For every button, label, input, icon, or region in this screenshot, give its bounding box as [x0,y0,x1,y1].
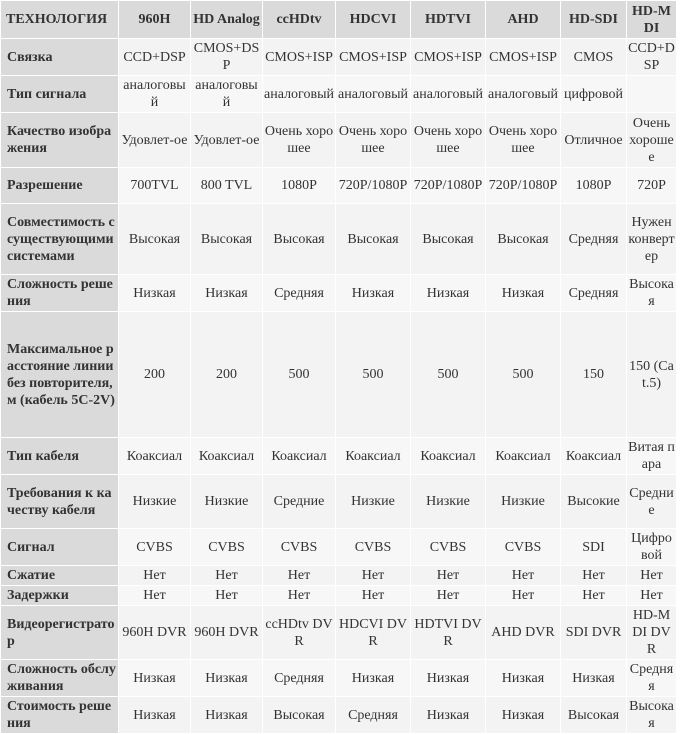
table-cell: 200 [191,312,263,438]
row-header: Видеорегистратор [1,606,119,660]
table-cell: аналоговый [191,76,263,113]
table-cell: Витая пара [627,438,677,475]
table-cell [627,76,677,113]
table-cell: SDI DVR [561,606,627,660]
row-header: Сжатие [1,566,119,586]
table-cell: Низкая [486,660,561,697]
table-cell: 500 [486,312,561,438]
table-cell: CVBS [191,529,263,566]
corner-header: ТЕХНОЛОГИЯ [1,1,119,39]
table-cell: аналоговый [263,76,336,113]
table-cell: Низкая [411,697,486,734]
table-cell: Низкие [486,475,561,529]
table-cell: Высокая [627,697,677,734]
table-cell: Цифровой [627,529,677,566]
table-cell: 1080P [263,168,336,204]
table-cell: аналоговый [336,76,411,113]
table-cell: Высокая [336,204,411,275]
table-cell: Нет [263,566,336,586]
table-cell: Нет [119,586,191,606]
table-cell: Удовлет-ое [191,113,263,168]
table-cell: 720P [627,168,677,204]
table-cell: Высокая [119,204,191,275]
table-cell: Высокая [486,204,561,275]
table-cell: Нет [191,586,263,606]
table-cell: CCD+DSP [627,39,677,76]
table-cell: 500 [263,312,336,438]
table-cell: HDCVI DVR [336,606,411,660]
table-cell: CMOS+DSP [191,39,263,76]
table-row [1,312,677,438]
table-cell: Низкая [336,660,411,697]
row-header: Тип кабеля [1,438,119,475]
table-cell: Нет [486,566,561,586]
table-cell: Коаксиал [561,438,627,475]
row-header: Качество изображения [1,113,119,168]
row-header: Максимальное расстояние линии без повторителя, м (кабель 5C-2V) [1,312,119,438]
table-cell: Нет [191,566,263,586]
column-header: HD Analog [191,1,263,39]
row-header: Требования к качеству кабеля [1,475,119,529]
table-cell: 500 [411,312,486,438]
table-cell: Коаксиал [336,438,411,475]
table-cell: CMOS [561,39,627,76]
table-cell: аналоговый [486,76,561,113]
table-cell: CVBS [486,529,561,566]
table-cell: Коаксиал [486,438,561,475]
table-cell: Отличное [561,113,627,168]
row-header: Сложность решения [1,275,119,312]
table-row [1,475,677,529]
table-cell: Нет [627,566,677,586]
table-cell: Нужен конвертер [627,204,677,275]
table-cell: 150 [561,312,627,438]
table-cell: 720P/1080P [336,168,411,204]
table-cell: аналоговый [119,76,191,113]
column-header: HDTVI [411,1,486,39]
table-cell: Коаксиал [191,438,263,475]
table-cell: Низкая [486,697,561,734]
table-cell: 700TVL [119,168,191,204]
table-cell: CMOS+ISP [263,39,336,76]
table-cell: Нет [561,586,627,606]
table-row [1,275,677,312]
table-cell: Очень хорошее [411,113,486,168]
table-cell: CVBS [119,529,191,566]
table-row [1,76,677,113]
table-cell: ccHDtv DVR [263,606,336,660]
table-cell: Высокие [561,475,627,529]
table-cell: CMOS+ISP [411,39,486,76]
table-cell: Низкая [191,660,263,697]
row-header: Сложность обслуживания [1,660,119,697]
table-cell: 960H DVR [191,606,263,660]
table-cell: Высокая [191,204,263,275]
table-cell: SDI [561,529,627,566]
table-row [1,438,677,475]
row-header: Тип сигнала [1,76,119,113]
table-cell: Высокая [561,697,627,734]
table-cell: Нет [336,586,411,606]
table-cell: Средняя [561,204,627,275]
row-header: Совместимость с существующими системами [1,204,119,275]
table-cell: CCD+DSP [119,39,191,76]
column-header: HDCVI [336,1,411,39]
table-cell: Удовлет-ое [119,113,191,168]
row-header: Связка [1,39,119,76]
table-cell: Низкая [119,275,191,312]
table-cell: Коаксиал [263,438,336,475]
table-cell: Нет [119,566,191,586]
table-row [1,113,677,168]
table-cell: Нет [263,586,336,606]
table-cell: 200 [119,312,191,438]
row-header: Задержки [1,586,119,606]
table-cell: Средняя [263,275,336,312]
table-cell: CMOS+ISP [336,39,411,76]
table-cell: Низкая [336,275,411,312]
table-cell: HD-MDI DVR [627,606,677,660]
table-cell: Низкая [411,660,486,697]
table-cell: AHD DVR [486,606,561,660]
table-cell: Очень хорошее [486,113,561,168]
table-cell: Низкие [191,475,263,529]
column-header: ccHDtv [263,1,336,39]
table-cell: Средняя [263,660,336,697]
table-cell: аналоговый [411,76,486,113]
table-cell: Высокая [411,204,486,275]
table-cell: Низкая [119,660,191,697]
table-cell: Очень хорошее [336,113,411,168]
table-cell: 1080P [561,168,627,204]
table-cell: Коаксиал [119,438,191,475]
row-header: Стоимость решения [1,697,119,734]
table-cell: Средняя [627,660,677,697]
table-cell: Нет [411,566,486,586]
table-cell: Высокая [263,697,336,734]
header-row [1,1,677,39]
column-header: HD-SDI [561,1,627,39]
table-cell: Средние [627,475,677,529]
table-cell: Низкие [411,475,486,529]
table-cell: Низкая [191,697,263,734]
table-cell: Низкая [561,660,627,697]
table-cell: Низкая [119,697,191,734]
table-cell: 960H DVR [119,606,191,660]
table-cell: CVBS [263,529,336,566]
table-cell: Средние [263,475,336,529]
table-row [1,204,677,275]
table-row [1,168,677,204]
table-cell: Нет [411,586,486,606]
table-cell: 800 TVL [191,168,263,204]
table-row [1,39,677,76]
table-cell: Нет [627,586,677,606]
table-cell: Средняя [561,275,627,312]
table-cell: цифровой [561,76,627,113]
table-cell: CMOS+ISP [486,39,561,76]
table-cell: Низкая [486,275,561,312]
table-cell: Очень хорошее [263,113,336,168]
table-cell: 500 [336,312,411,438]
column-header: 960H [119,1,191,39]
column-header: AHD [486,1,561,39]
table-cell: Нет [561,566,627,586]
table-cell: Высокая [263,204,336,275]
table-row [1,660,677,697]
table-cell: Низкие [336,475,411,529]
table-cell: Нет [336,566,411,586]
table-cell: Высокая [627,275,677,312]
table-cell: Низкие [119,475,191,529]
table-cell: CVBS [336,529,411,566]
table-cell: Нет [486,586,561,606]
table-row [1,586,677,606]
table-cell: Очень хорошее [627,113,677,168]
row-header: Сигнал [1,529,119,566]
table-cell: HDTVI DVR [411,606,486,660]
table-cell: 720P/1080P [486,168,561,204]
row-header: Разрешение [1,168,119,204]
table-row [1,566,677,586]
table-row [1,697,677,734]
table-cell: 150 (Cat.5) [627,312,677,438]
table-row [1,529,677,566]
table-cell: Средняя [336,697,411,734]
table-cell: CVBS [411,529,486,566]
table-row [1,606,677,660]
table-cell: 720P/1080P [411,168,486,204]
table-cell: Коаксиал [411,438,486,475]
column-header: HD-MDI [627,1,677,39]
table-cell: Низкая [191,275,263,312]
table-cell: Низкая [411,275,486,312]
